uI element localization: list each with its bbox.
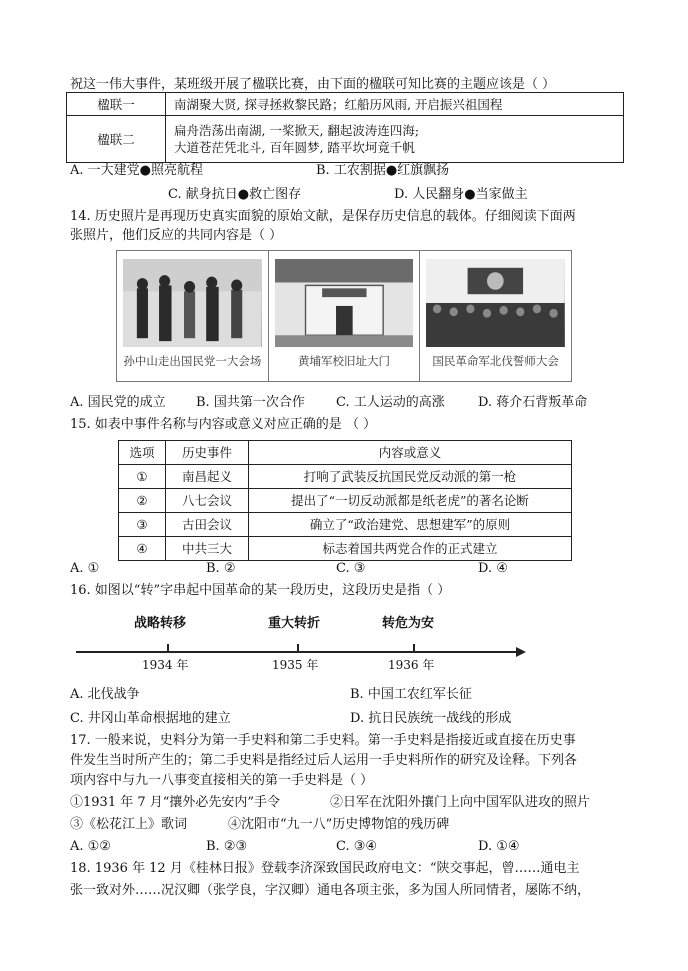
table-row (119, 513, 572, 537)
photo-caption: 黄埔军校旧址大门 (298, 354, 390, 368)
table-cell: 确立了“政治建党、思想建军”的原则 (249, 513, 572, 537)
q13-option-b[interactable]: B. 工农割据●红旗飘扬 (316, 163, 450, 178)
q13-option-d[interactable]: D. 人民翻身●当家做主 (394, 187, 528, 202)
table-cell: 古田会议 (166, 513, 249, 537)
photo-people (117, 251, 269, 381)
q16-option-a[interactable]: A. 北伐战争 (70, 687, 140, 702)
q13-option-a[interactable]: A. 一大建党●照亮航程 (70, 163, 203, 178)
q15-option-a[interactable]: A. ① (70, 561, 100, 576)
couplet-label: 楹联二 (67, 116, 166, 163)
q15-option-b[interactable]: B. ② (206, 561, 236, 576)
q14-stem-line: 张照片，他们反应的共同内容是（ ） (70, 228, 283, 243)
photo-rally-icon (426, 259, 565, 347)
table-row (119, 489, 572, 513)
q18-stem-line: 18. 1936 年 12 月《桂林日报》登载李济深致国民政府电文：“陕交事起，曾……通电主 (70, 861, 580, 876)
table-header: 历史事件 (166, 441, 249, 465)
q17-option-b[interactable]: B. ②③ (206, 839, 248, 854)
timeline-year: 1935 年 (272, 658, 319, 672)
table-row (67, 116, 624, 163)
table-row (67, 93, 624, 116)
q14-option-b[interactable]: B. 国共第一次合作 (196, 395, 305, 410)
q17-item: ③《松花江上》歌词 (70, 817, 188, 832)
table-cell: ① (119, 465, 166, 489)
q17-item: ①1931 年 7 月“攘外必先安内”手令 (70, 795, 281, 810)
q14-stem-line: 14. 历史照片是再现历史真实面貌的原始文献，是保存历史信息的载体。仔细阅读下面两 (70, 209, 576, 224)
events-table (118, 440, 572, 561)
q15-option-c[interactable]: C. ③ (336, 561, 366, 576)
table-cell: ② (119, 489, 166, 513)
q17-stem-line: 17. 一般来说，史料分为第一手史料和第二手史料。第一手史料是指接近或直接在历史事 (70, 733, 576, 748)
couplet-table (66, 92, 624, 163)
q18-stem-line: 张一致对外……况汉卿（张学良，字汉卿）通电各项主张，多为国人所同情者，屡陈不纳， (70, 883, 591, 898)
table-cell: ④ (119, 537, 166, 561)
q17-item: ④沈阳市“九一八”历史博物馆的残历碑 (228, 817, 450, 832)
photo-caption: 孙中山走出国民党一大会场 (123, 354, 262, 368)
q14-option-c[interactable]: C. 工人运动的高涨 (336, 395, 445, 410)
timeline-label: 转危为安 (382, 616, 435, 631)
q13-intro: 祝这一伟大事件，某班级开展了楹联比赛，由下面的楹联可知比赛的主题应该是（ ） (70, 77, 556, 92)
q17-stem-line: 件发生当时所产生的；第二手史料是指经过后人运用一手史料所作的研究及诠释。下列各 (70, 753, 578, 768)
q17-item: ②日军在沈阳外攘门上向中国军队进攻的照片 (330, 795, 591, 810)
couplet-line: 扁舟浩荡出南湖, 一桨掀天, 翻起波涛连四海; (174, 123, 420, 138)
timeline-year: 1936 年 (388, 658, 435, 672)
table-cell: 八七会议 (166, 489, 249, 513)
photo-rally (420, 251, 571, 381)
table-header: 内容或意义 (249, 441, 572, 465)
q17-option-c[interactable]: C. ③④ (336, 839, 378, 854)
table-cell: ③ (119, 513, 166, 537)
table-cell: 提出了“一切反动派都是纸老虎”的著名论断 (249, 489, 572, 513)
table-row (119, 537, 572, 561)
timeline-year: 1934 年 (142, 658, 189, 672)
couplet-text: 南湖聚大贤, 探寻拯救黎民路；红船历风雨, 开启振兴祖国程 (166, 93, 624, 116)
q17-option-a[interactable]: A. ①② (70, 839, 111, 854)
q14-option-a[interactable]: A. 国民党的成立 (70, 395, 166, 410)
q17-stem-line: 项内容中与九一八事变直接相关的第一手史料是（ ） (70, 773, 374, 788)
timeline-label: 战略转移 (134, 616, 187, 631)
table-row (119, 465, 572, 489)
table-header: 选项 (119, 441, 166, 465)
q16-option-d[interactable]: D. 抗日民族统一战线的形成 (350, 711, 512, 726)
q13-option-c[interactable]: C. 献身抗日●救亡图存 (168, 187, 302, 202)
photo-caption: 国民革命军北伐誓师大会 (432, 354, 559, 368)
table-header-row (119, 441, 572, 465)
table-cell: 标志着国共两党合作的正式建立 (249, 537, 572, 561)
q16-option-c[interactable]: C. 井冈山革命根据地的建立 (70, 711, 231, 726)
table-cell: 南昌起义 (166, 465, 249, 489)
photo-strip (116, 250, 572, 382)
q15-stem: 15. 如表中事件名称与内容或意义对应正确的是 （ ） (70, 417, 377, 432)
couplet-label: 楹联一 (67, 93, 166, 116)
q17-option-d[interactable]: D. ①④ (478, 839, 520, 854)
timeline-label: 重大转折 (268, 616, 321, 631)
photo-gate-icon (275, 259, 414, 347)
table-cell: 中共三大 (166, 537, 249, 561)
q16-stem: 16. 如图以“转”字串起中国革命的某一段历史，这段历史是指（ ） (70, 583, 451, 598)
q16-option-b[interactable]: B. 中国工农红军长征 (350, 687, 472, 702)
table-cell: 打响了武装反抗国民党反动派的第一枪 (249, 465, 572, 489)
photo-gate (269, 251, 421, 381)
timeline (70, 608, 530, 676)
couplet-line: 大道苍茫凭北斗, 百年圆梦, 踏平坎坷竟千帆 (174, 140, 415, 155)
photo-people-icon (123, 259, 262, 347)
q15-option-d[interactable]: D. ④ (478, 561, 508, 576)
couplet-text (166, 116, 624, 163)
q14-option-d[interactable]: D. 蒋介石背叛革命 (478, 395, 588, 410)
